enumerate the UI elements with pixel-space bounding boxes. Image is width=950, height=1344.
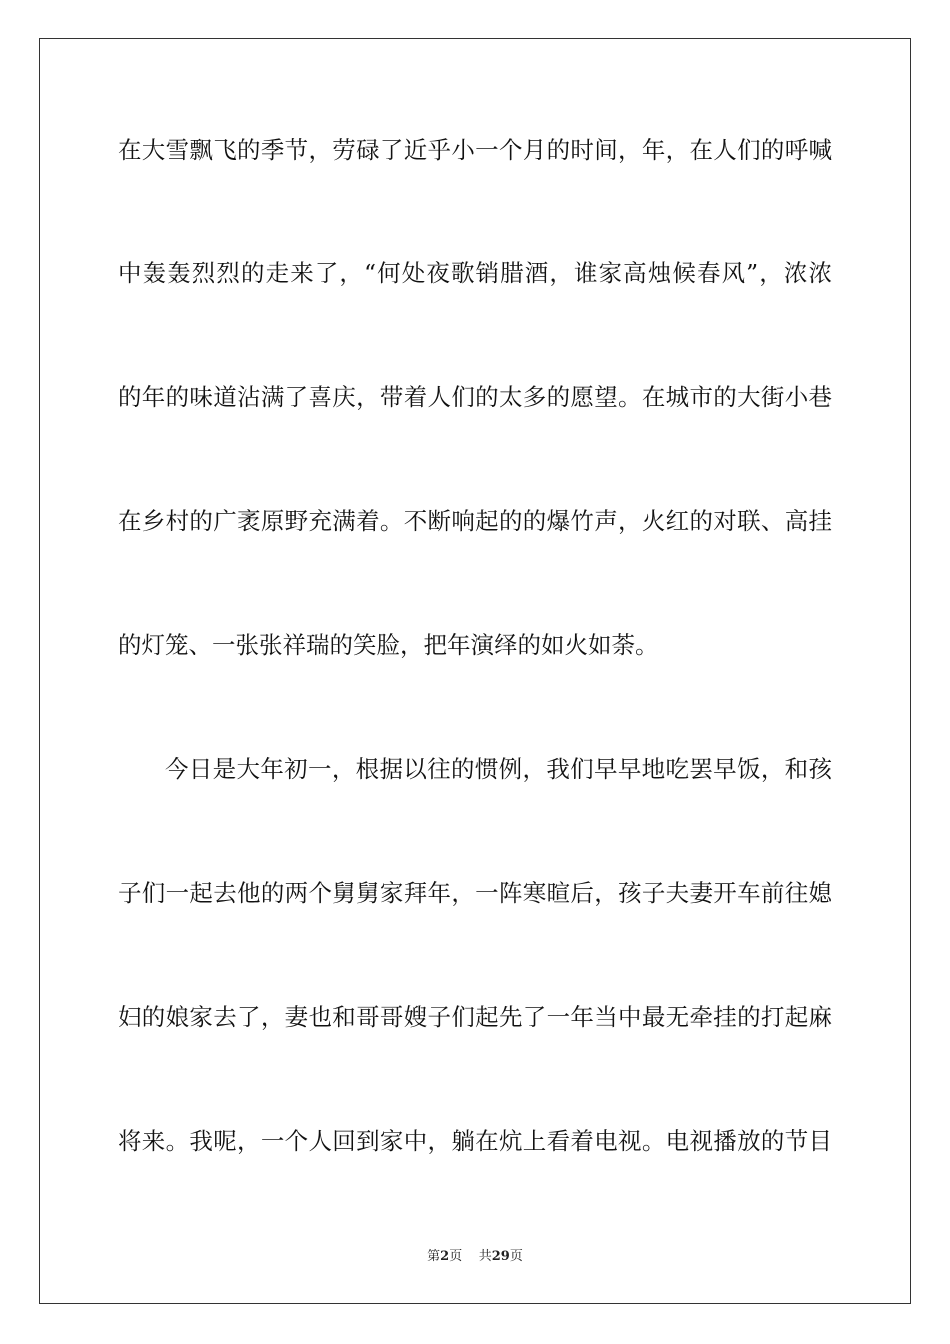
total-prefix: 共 <box>478 1249 492 1264</box>
total-pages: 29 <box>491 1249 510 1264</box>
text-line: 妇的娘家去了，妻也和哥哥嫂子们起先了一年当中最无牵挂的打起麻 <box>118 1003 832 1031</box>
page-suffix: 页 <box>449 1249 463 1264</box>
text-line: 子们一起去他的两个舅舅家拜年，一阵寒暄后，孩子夫妻开车前往媳 <box>118 879 832 907</box>
page-footer <box>0 1248 950 1266</box>
text-line: 在乡村的广袤原野充满着。不断响起的的爆竹声，火红的对联、高挂 <box>118 507 832 535</box>
page-border <box>39 38 911 1304</box>
paragraph-first-line: 今日是大年初一，根据以往的惯例，我们早早地吃罢早饭，和孩 <box>165 755 832 783</box>
text-line: 的年的味道沾满了喜庆，带着人们的太多的愿望。在城市的大街小巷 <box>118 383 832 411</box>
page-number: 2 <box>440 1249 450 1264</box>
text-line: 中轰轰烈烈的走来了，“何处夜歌销腊酒，谁家高烛候春风”，浓浓 <box>118 259 832 287</box>
text-line: 在大雪飘飞的季节，劳碌了近乎小一个月的时间，年，在人们的呼喊 <box>118 136 832 164</box>
page-prefix: 第 <box>427 1249 441 1264</box>
text-line: 将来。我呢，一个人回到家中，躺在炕上看着电视。电视播放的节目 <box>118 1127 832 1155</box>
total-suffix: 页 <box>509 1249 523 1264</box>
text-line: 的灯笼、一张张祥瑞的笑脸，把年演绎的如火如荼。 <box>118 631 659 659</box>
